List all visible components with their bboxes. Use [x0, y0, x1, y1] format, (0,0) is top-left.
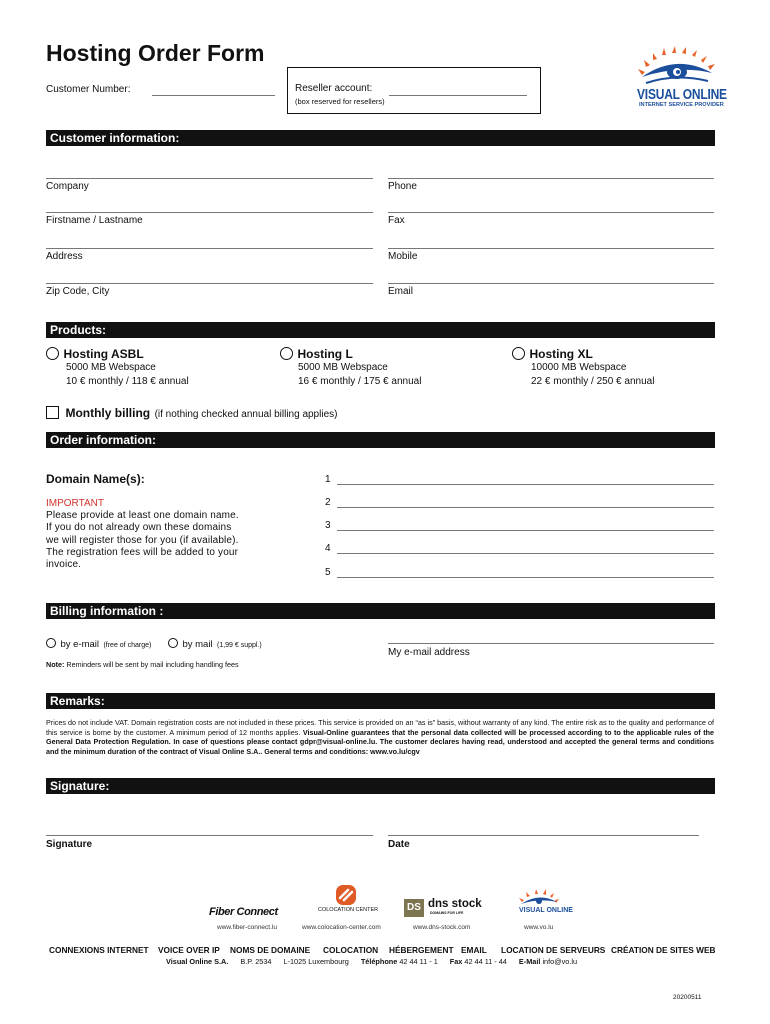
mobile-field[interactable]: [388, 248, 714, 249]
tel-label: Téléphone: [360, 957, 398, 966]
signature-label: Signature: [46, 839, 93, 850]
domain-line-number: 1: [325, 474, 331, 485]
note-text: Reminders will be sent by mail including handling fees: [66, 660, 239, 669]
city: L-1025 Luxembourg: [283, 957, 349, 966]
reseller-label: Reseller account:: [295, 83, 373, 94]
fax-number: 42 44 11 - 44: [464, 957, 507, 966]
email-label: Email: [388, 286, 414, 297]
visual-online-small-logo: [518, 888, 573, 920]
domain-line-number: 3: [325, 520, 331, 531]
billing-note: [46, 660, 239, 669]
nav-item: HÉBERGEMENT: [389, 945, 454, 955]
fax-label: Fax: [388, 215, 405, 226]
nav-item: CRÉATION DE SITES WEB: [611, 945, 716, 955]
colocation-icon: [318, 884, 376, 906]
company-label: Company: [46, 181, 89, 192]
dns-stock-icon: DS: [404, 899, 424, 917]
checkbox-icon[interactable]: [46, 406, 59, 419]
product-option-xl[interactable]: [512, 345, 593, 363]
important-line: we will register those for you (if available).: [46, 534, 239, 546]
document-code: 20200511: [673, 994, 702, 1001]
product-space: 5000 MB Webspace: [298, 362, 388, 373]
remarks-bold: Visual-Online guarantees that the personal data collected will be processed according to to the applicable rules of the General Data Protection Regulation. In case of questions please contact gdpr@visual-online.lu. The customer declares having read, understood and accepted the general terms and conditions and the minimum duration of the contract of Visual Online S.A.. General terms and conditions: www.vo.lu/cgv: [46, 727, 714, 756]
fax-label: Fax: [449, 957, 463, 966]
nav-item: NOMS DE DOMAINE: [230, 945, 311, 955]
footer-address: [166, 957, 577, 966]
important-line: The registration fees will be added to your: [46, 546, 239, 558]
product-name: Hosting ASBL: [63, 347, 144, 361]
section-remarks: Remarks:: [46, 693, 715, 709]
product-name: Hosting XL: [529, 347, 593, 361]
logo-brand: VISUAL ONLINE: [637, 86, 727, 103]
billing-email-label: My e-mail address: [388, 647, 470, 658]
product-price: 22 € monthly / 250 € annual: [531, 376, 655, 387]
page-title: Hosting Order Form: [46, 40, 265, 66]
billing-email-field[interactable]: [388, 643, 714, 644]
domain-field-1[interactable]: [337, 484, 714, 485]
domain-field-2[interactable]: [337, 507, 714, 508]
note-label: Note:: [46, 660, 65, 669]
partner-url[interactable]: www.vo.lu: [524, 924, 554, 931]
tel-number: 42 44 11 - 1: [399, 957, 438, 966]
radio-icon[interactable]: [168, 638, 178, 648]
product-space: 5000 MB Webspace: [66, 362, 156, 373]
phone-label: Phone: [388, 181, 417, 192]
billing-mail-option[interactable]: [168, 634, 262, 652]
company-name: Visual Online S.A.: [166, 957, 229, 966]
billing-email-option[interactable]: [46, 634, 151, 652]
name-field[interactable]: [46, 212, 373, 213]
section-order-info: Order information:: [46, 432, 715, 448]
section-signature: Signature:: [46, 778, 715, 794]
partner-url[interactable]: www.colocation-center.com: [302, 924, 381, 931]
customer-number-field[interactable]: [152, 95, 275, 96]
domain-label: Domain Name(s):: [46, 472, 145, 486]
domain-field-5[interactable]: [337, 577, 714, 578]
signature-field[interactable]: [46, 835, 373, 836]
product-price: 16 € monthly / 175 € annual: [298, 376, 422, 387]
partner-url[interactable]: www.fiber-connect.lu: [217, 924, 277, 931]
dns-stock-name: dns stock: [428, 898, 482, 910]
domain-field-4[interactable]: [337, 553, 714, 554]
section-products: Products:: [46, 322, 715, 338]
phone-field[interactable]: [388, 178, 714, 179]
radio-icon[interactable]: [46, 347, 59, 360]
eye-logo-icon: [636, 45, 718, 87]
product-option-l[interactable]: [280, 345, 353, 363]
address-label: Address: [46, 251, 83, 262]
email-address: info@vo.lu: [542, 957, 578, 966]
email-option-label: by e-mail: [60, 639, 99, 650]
logo-tagline: INTERNET SERVICE PROVIDER: [639, 102, 724, 108]
reseller-field[interactable]: [389, 95, 527, 96]
radio-icon[interactable]: [512, 347, 525, 360]
product-price: 10 € monthly / 118 € annual: [66, 376, 189, 387]
visual-online-logo: [636, 45, 727, 110]
email-label-footer: E-Mail: [518, 957, 541, 966]
mail-option-note: (1,99 € suppl.): [217, 642, 262, 649]
reseller-note: (box reserved for resellers): [295, 97, 385, 106]
zip-city-field[interactable]: [46, 283, 373, 284]
section-billing-info: Billing information :: [46, 603, 715, 619]
date-field[interactable]: [388, 835, 699, 836]
colocation-logo: [318, 884, 379, 922]
important-line: invoice.: [46, 559, 82, 571]
zip-city-label: Zip Code, City: [46, 286, 110, 297]
fiber-connect-logo: Fiber Connect: [209, 906, 278, 918]
reseller-box: [287, 67, 541, 114]
customer-number-label: Customer Number:: [46, 84, 131, 95]
company-field[interactable]: [46, 178, 373, 179]
nav-item: EMAIL: [461, 945, 487, 955]
mobile-label: Mobile: [388, 251, 418, 262]
remarks-plain: Prices do not include VAT. Domain registration costs are not included in these prices. This service is provided on an “as is” basis, without warranty of any kind. The entire risk as to the quality and performance of this service is borne by the customer. A minimum period of 12 months applies.: [46, 718, 714, 737]
radio-icon[interactable]: [46, 638, 56, 648]
important-label: IMPORTANT: [46, 498, 104, 509]
eye-small-icon: [518, 888, 560, 908]
nav-item: COLOCATION: [323, 945, 379, 955]
domain-line-number: 5: [325, 567, 331, 578]
section-customer-info: Customer information:: [46, 130, 715, 146]
important-text: [46, 510, 239, 571]
dns-stock-logo: [404, 898, 484, 920]
visual-online-small-text: VISUAL ONLINE: [519, 907, 573, 914]
mail-option-label: by mail: [182, 639, 213, 650]
postbox: B.P. 2534: [240, 957, 272, 966]
email-option-note: (free of charge): [103, 642, 152, 649]
partner-url[interactable]: www.dns-stock.com: [413, 924, 471, 931]
address-field[interactable]: [46, 248, 373, 249]
monthly-billing-label: Monthly billing: [65, 406, 151, 420]
fax-field[interactable]: [388, 212, 714, 213]
important-line: If you do not already own these domains: [46, 522, 232, 534]
nav-item: LOCATION DE SERVEURS: [501, 945, 606, 955]
email-field[interactable]: [388, 283, 714, 284]
nav-item: CONNEXIONS INTERNET: [49, 945, 149, 955]
product-option-asbl[interactable]: [46, 345, 144, 363]
name-label: Firstname / Lastname: [46, 215, 143, 226]
product-name: Hosting L: [297, 347, 353, 361]
important-line: Please provide at least one domain name.: [46, 510, 239, 521]
domain-field-3[interactable]: [337, 530, 714, 531]
product-space: 10000 MB Webspace: [531, 362, 627, 373]
date-label: Date: [388, 839, 410, 850]
nav-item: VOICE OVER IP: [158, 945, 220, 955]
monthly-billing-note: (if nothing checked annual billing applies): [154, 409, 338, 420]
radio-icon[interactable]: [280, 347, 293, 360]
monthly-billing-option[interactable]: [46, 404, 337, 422]
remarks-text: [46, 718, 714, 756]
colocation-text: COLOCATION CENTER: [318, 907, 379, 913]
domain-line-number: 2: [325, 497, 331, 508]
domain-line-number: 4: [325, 543, 331, 554]
dns-stock-tagline: DOMAINS FOR LIFE: [430, 911, 464, 915]
